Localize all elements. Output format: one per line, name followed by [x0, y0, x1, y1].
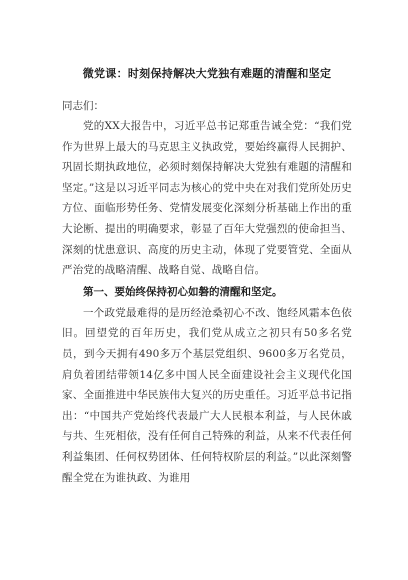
salutation: 同志们： [62, 100, 104, 112]
paragraph-intro: 党的XX大报告中，习近平总书记郑重告诫全党：“我们党作为世界上最大的马克思主义执政党，要始终赢得人民拥护、巩固长期执政地位，必须时刻保持解决大党独有难题的清醒和坚定。”这是以习近平同志为核心的党中央在对我们党所处历史方位、面临形势任务、党情发展变化深刻分析基础上作出的重大论断、提出的明确要求，彰显了百年大党强烈的使命担当、深刻的忧患意识、高度的历史主动，体现了党要管党、全面从严治党的战略清醒、战略自觉、战略自信。 [62, 120, 352, 277]
document-body [62, 66, 352, 484]
document-title: 微党课：时刻保持解决大党独有难题的清醒和坚定 [82, 67, 332, 80]
section-heading: 第一、要始终保持初心如磐的清醒和坚定。 [83, 285, 283, 298]
paragraph-clip [62, 303, 352, 484]
paragraph-history: 一个政党最难得的是历经沧桑初心不改、饱经风霜本色依旧。回望党的百年历史，我们党从成立之初只有50多名党员，到今天拥有490多万个基层党组织、9600多万名党员，肩负着团结带领14亿多中国人民全面建设社会主义现代化国家、全面推进中华民族伟大复兴的历史重任。习近平总书记指出：“中国共产党始终代表最广大人民根本利益，与人民休戚与共、生死相依，没有任何自己特殊的利益，从来不代表任何利益集团、任何权势团体、任何特权阶层的利益。”以此深刻警醒全党在为谁执政、为谁用 [62, 306, 352, 484]
